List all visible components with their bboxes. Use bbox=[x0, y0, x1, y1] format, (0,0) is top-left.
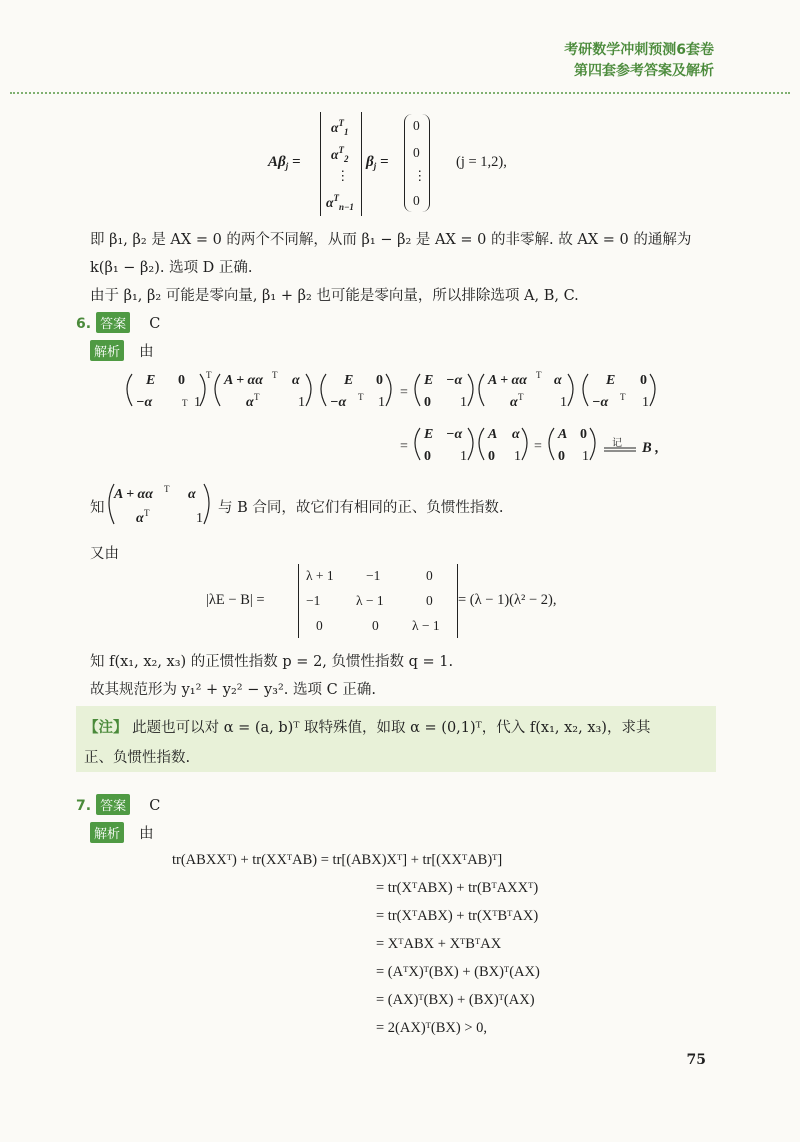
svg-text:0: 0 bbox=[640, 373, 647, 388]
page-number: 75 bbox=[686, 1052, 706, 1068]
svg-text:1: 1 bbox=[582, 449, 589, 464]
alpha-entry-4: $\alpha^T_{n-1}$ bbox=[326, 193, 354, 212]
svg-text:=: = bbox=[534, 439, 542, 454]
svg-text:1: 1 bbox=[194, 395, 201, 410]
q6-analysis-row bbox=[90, 340, 154, 361]
q7-line-2: = tr(XᵀABX) + tr(BᵀAXXᵀ) bbox=[376, 880, 539, 896]
para1-line3: 由于 β₁, β₂ 可能是零向量, β₁ + β₂ 也可能是零向量，所以排除选项 A, B, C. bbox=[90, 288, 579, 304]
svg-text:α: α bbox=[292, 373, 300, 388]
alpha-1: α bbox=[331, 120, 339, 135]
zero-vector-right-paren bbox=[422, 114, 430, 212]
svg-text:−α: −α bbox=[136, 395, 153, 410]
det-r3c2: 0 bbox=[372, 618, 379, 633]
q7-line-4: = XᵀABX + XᵀBᵀAX bbox=[376, 936, 502, 952]
q7-line-7: = 2(AX)ᵀ(BX) > 0, bbox=[376, 1020, 488, 1036]
svg-text:α: α bbox=[188, 487, 196, 502]
q6-answer-value: C bbox=[149, 316, 161, 332]
q7-answer-tag: 答案 bbox=[96, 794, 130, 815]
svg-text:T: T bbox=[518, 392, 524, 402]
svg-text:E: E bbox=[344, 373, 354, 388]
q7-analysis-tag: 解析 bbox=[90, 822, 124, 843]
header-divider bbox=[10, 92, 790, 94]
canonical-line: 故其规范形为 y₁² + y₂² − y₃². 选项 C 正确. bbox=[90, 682, 376, 698]
zero-1: 0 bbox=[413, 118, 420, 133]
note-label: 【注】 bbox=[84, 719, 128, 736]
lhs-text: Aβ bbox=[268, 154, 286, 170]
svg-text:1: 1 bbox=[378, 395, 385, 410]
also-text: 又由 bbox=[90, 546, 119, 562]
svg-text:T: T bbox=[620, 392, 626, 402]
det-r3c1: 0 bbox=[316, 618, 323, 633]
note-text-1: 此题也可以对 α = (a, b)ᵀ 取特殊值，如取 α = (0,1)ᵀ，代入 f(x₁, x₂, x₃)，求其 bbox=[132, 720, 651, 736]
know-prefix: 知 bbox=[90, 500, 105, 516]
q7-line-3: = tr(XᵀABX) + tr(XᵀBᵀAX) bbox=[376, 908, 539, 924]
header-title: 考研数学冲刺预测6套卷 bbox=[564, 42, 714, 58]
svg-text:0: 0 bbox=[376, 373, 383, 388]
running-header bbox=[564, 40, 714, 82]
det-r2c3: 0 bbox=[426, 593, 433, 608]
alpha-entry-1: $\alpha^T_1$ bbox=[331, 118, 349, 137]
alpha-2-sub: 2 bbox=[343, 154, 349, 164]
svg-text:1: 1 bbox=[460, 449, 467, 464]
svg-text:−α: −α bbox=[446, 373, 463, 388]
alpha-4: α bbox=[326, 195, 334, 210]
svg-text:α: α bbox=[510, 395, 518, 410]
svg-text:0: 0 bbox=[424, 449, 431, 464]
q6-answer-row bbox=[76, 312, 160, 333]
svg-text:T: T bbox=[358, 392, 364, 402]
svg-text:T: T bbox=[182, 398, 188, 408]
svg-text:=: = bbox=[400, 385, 408, 400]
header-subtitle: 第四套参考答案及解析 bbox=[574, 63, 714, 79]
svg-text:0: 0 bbox=[424, 395, 431, 410]
svg-text:A: A bbox=[488, 427, 498, 442]
svg-text:1: 1 bbox=[514, 449, 521, 464]
formula-condition: (j = 1,2), bbox=[456, 154, 507, 170]
q7-number: 7. bbox=[76, 798, 92, 814]
beta-j: $\beta_j$ = bbox=[366, 154, 389, 171]
q7-analysis-row bbox=[90, 822, 154, 843]
q7-analysis-start: 由 bbox=[139, 826, 154, 842]
svg-text:A + αα: A + αα bbox=[488, 373, 528, 388]
alpha-1-sub: 1 bbox=[343, 127, 349, 137]
svg-text:0: 0 bbox=[580, 427, 587, 442]
know-text: 与 B 合同，故它们有相同的正、负惯性指数. bbox=[218, 500, 504, 516]
para1-line2: k(β₁ − β₂). 选项 D 正确. bbox=[90, 260, 253, 276]
svg-text:−α: −α bbox=[592, 395, 609, 410]
formula-lhs: $A\beta_j$ = bbox=[268, 154, 301, 171]
q7-line-1: tr(ABXXᵀ) + tr(XXᵀAB) = tr[(ABX)Xᵀ] + tr[(XXᵀAB)ᵀ] bbox=[172, 852, 503, 868]
svg-text:T: T bbox=[206, 370, 212, 380]
q6-number: 6. bbox=[76, 316, 92, 332]
svg-text:1: 1 bbox=[460, 395, 467, 410]
svg-text:T: T bbox=[254, 392, 260, 402]
svg-text:E: E bbox=[146, 373, 156, 388]
svg-text:E: E bbox=[606, 373, 616, 388]
q7-line-5: = (AᵀX)ᵀ(BX) + (BX)ᵀ(AX) bbox=[376, 964, 540, 980]
svg-text:1: 1 bbox=[560, 395, 567, 410]
alpha-4-sub: n−1 bbox=[338, 202, 354, 212]
det-r1c1: λ + 1 bbox=[306, 568, 334, 583]
q7-answer-row bbox=[76, 794, 160, 815]
svg-text:−α: −α bbox=[446, 427, 463, 442]
svg-text:A + αα: A + αα bbox=[114, 487, 154, 502]
para1-line1: 即 β₁, β₂ 是 AX = 0 的两个不同解，从而 β₁ − β₂ 是 AX = 0 的非零解. 故 AX = 0 的通解为 bbox=[90, 232, 692, 248]
q7-line-6: = (AX)ᵀ(BX) + (BX)ᵀ(AX) bbox=[376, 992, 535, 1008]
svg-text:1: 1 bbox=[298, 395, 305, 410]
det-r3c3: λ − 1 bbox=[412, 618, 440, 633]
alpha-2: α bbox=[331, 147, 339, 162]
zero-4: 0 bbox=[413, 193, 420, 208]
q7-answer-value: C bbox=[149, 798, 161, 814]
zero-3: ⋮ bbox=[413, 168, 427, 183]
denote-label: 记 bbox=[612, 438, 622, 449]
alpha-entry-3: ⋮ bbox=[336, 168, 350, 183]
svg-text:=: = bbox=[400, 439, 408, 454]
beta-j-text: β bbox=[366, 154, 374, 170]
note-line1 bbox=[84, 716, 650, 737]
svg-text:E: E bbox=[424, 373, 434, 388]
q6-answer-tag: 答案 bbox=[96, 312, 130, 333]
svg-text:α: α bbox=[246, 395, 254, 410]
det-r2c2: λ − 1 bbox=[356, 593, 384, 608]
svg-text:T: T bbox=[144, 508, 150, 518]
zero-vector-left-paren bbox=[404, 114, 412, 212]
det-rhs: = (λ − 1)(λ² − 2), bbox=[458, 592, 557, 608]
svg-text:T: T bbox=[272, 370, 278, 380]
svg-text:T: T bbox=[536, 370, 542, 380]
det-lhs: |λE − B| = bbox=[206, 592, 265, 608]
svg-text:1: 1 bbox=[642, 395, 649, 410]
svg-text:α: α bbox=[512, 427, 520, 442]
svg-text:α: α bbox=[136, 511, 144, 526]
svg-text:0: 0 bbox=[558, 449, 565, 464]
det-r1c3: 0 bbox=[426, 568, 433, 583]
alpha-entry-2: $\alpha^T_2$ bbox=[331, 145, 349, 164]
small-matrix bbox=[104, 480, 224, 530]
svg-text:A + αα: A + αα bbox=[224, 373, 264, 388]
inertia-line: 知 f(x₁, x₂, x₃) 的正惯性指数 p = 2, 负惯性指数 q = 1. bbox=[90, 654, 454, 670]
svg-text:0: 0 bbox=[178, 373, 185, 388]
svg-text:E: E bbox=[424, 427, 434, 442]
det-r2c1: −1 bbox=[306, 593, 321, 608]
note-line2: 正、负惯性指数. bbox=[84, 750, 191, 766]
q6-analysis-start: 由 bbox=[139, 344, 154, 360]
svg-text:−α: −α bbox=[330, 395, 347, 410]
svg-text:1: 1 bbox=[196, 511, 203, 526]
svg-text:T: T bbox=[164, 484, 170, 494]
svg-text:A: A bbox=[558, 427, 568, 442]
svg-text:0: 0 bbox=[488, 449, 495, 464]
block-matrix-equation bbox=[120, 366, 690, 476]
q6-analysis-tag: 解析 bbox=[90, 340, 124, 361]
denote-B: B , bbox=[642, 440, 659, 456]
zero-2: 0 bbox=[413, 145, 420, 160]
det-r1c2: −1 bbox=[366, 568, 381, 583]
svg-text:α: α bbox=[554, 373, 562, 388]
